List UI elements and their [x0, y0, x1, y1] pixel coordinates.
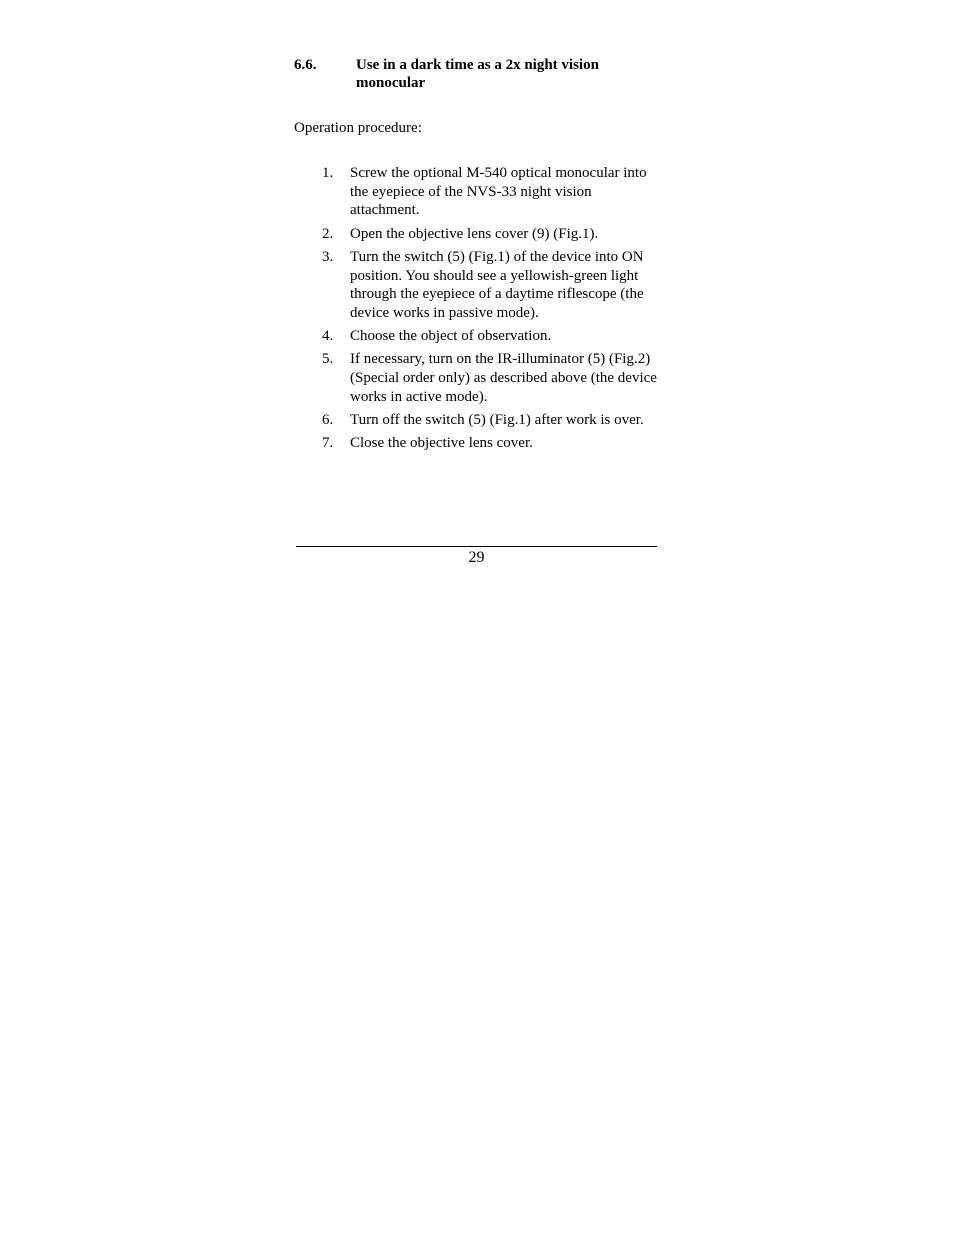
- list-item: [294, 411, 662, 430]
- list-item: [294, 248, 662, 323]
- step-number: 4.: [322, 328, 334, 345]
- procedure-steps: [294, 164, 662, 453]
- step-text: Screw the optional M-540 optical monocular into the eyepiece of the NVS-33 night vision attachment.: [350, 165, 647, 219]
- section-number: 6.6.: [294, 57, 317, 73]
- list-item: [294, 350, 662, 406]
- page-number: 29: [468, 549, 485, 566]
- page-content: [294, 56, 662, 457]
- step-number: 7.: [322, 435, 334, 452]
- step-number: 2.: [322, 225, 334, 242]
- step-number: 3.: [322, 248, 334, 265]
- step-number: 5.: [322, 351, 334, 368]
- step-text: If necessary, turn on the IR-illuminator (5) (Fig.2) (Special order only) as described above (the device works in active mode).: [350, 351, 657, 405]
- step-text: Choose the object of observation.: [350, 328, 552, 345]
- section-title: Use in a dark time as a 2x night vision monocular: [356, 57, 599, 91]
- list-item: [294, 164, 662, 220]
- list-item: [294, 434, 662, 453]
- step-text: Turn off the switch (5) (Fig.1) after work is over.: [350, 411, 644, 428]
- step-number: 6.: [322, 411, 334, 428]
- step-text: Open the objective lens cover (9) (Fig.1).: [350, 225, 599, 242]
- intro-text: Operation procedure:: [294, 120, 422, 136]
- step-text: Turn the switch (5) (Fig.1) of the device into ON position. You should see a yellowish-green light through the eyepiece of a daytime riflescope (the device works in passive mode).: [350, 248, 644, 321]
- list-item: [294, 225, 662, 244]
- step-number: 1.: [322, 165, 334, 181]
- step-text: Close the objective lens cover.: [350, 435, 533, 452]
- list-item: [294, 327, 662, 346]
- section-heading: [294, 56, 662, 92]
- footer-divider: [296, 546, 657, 547]
